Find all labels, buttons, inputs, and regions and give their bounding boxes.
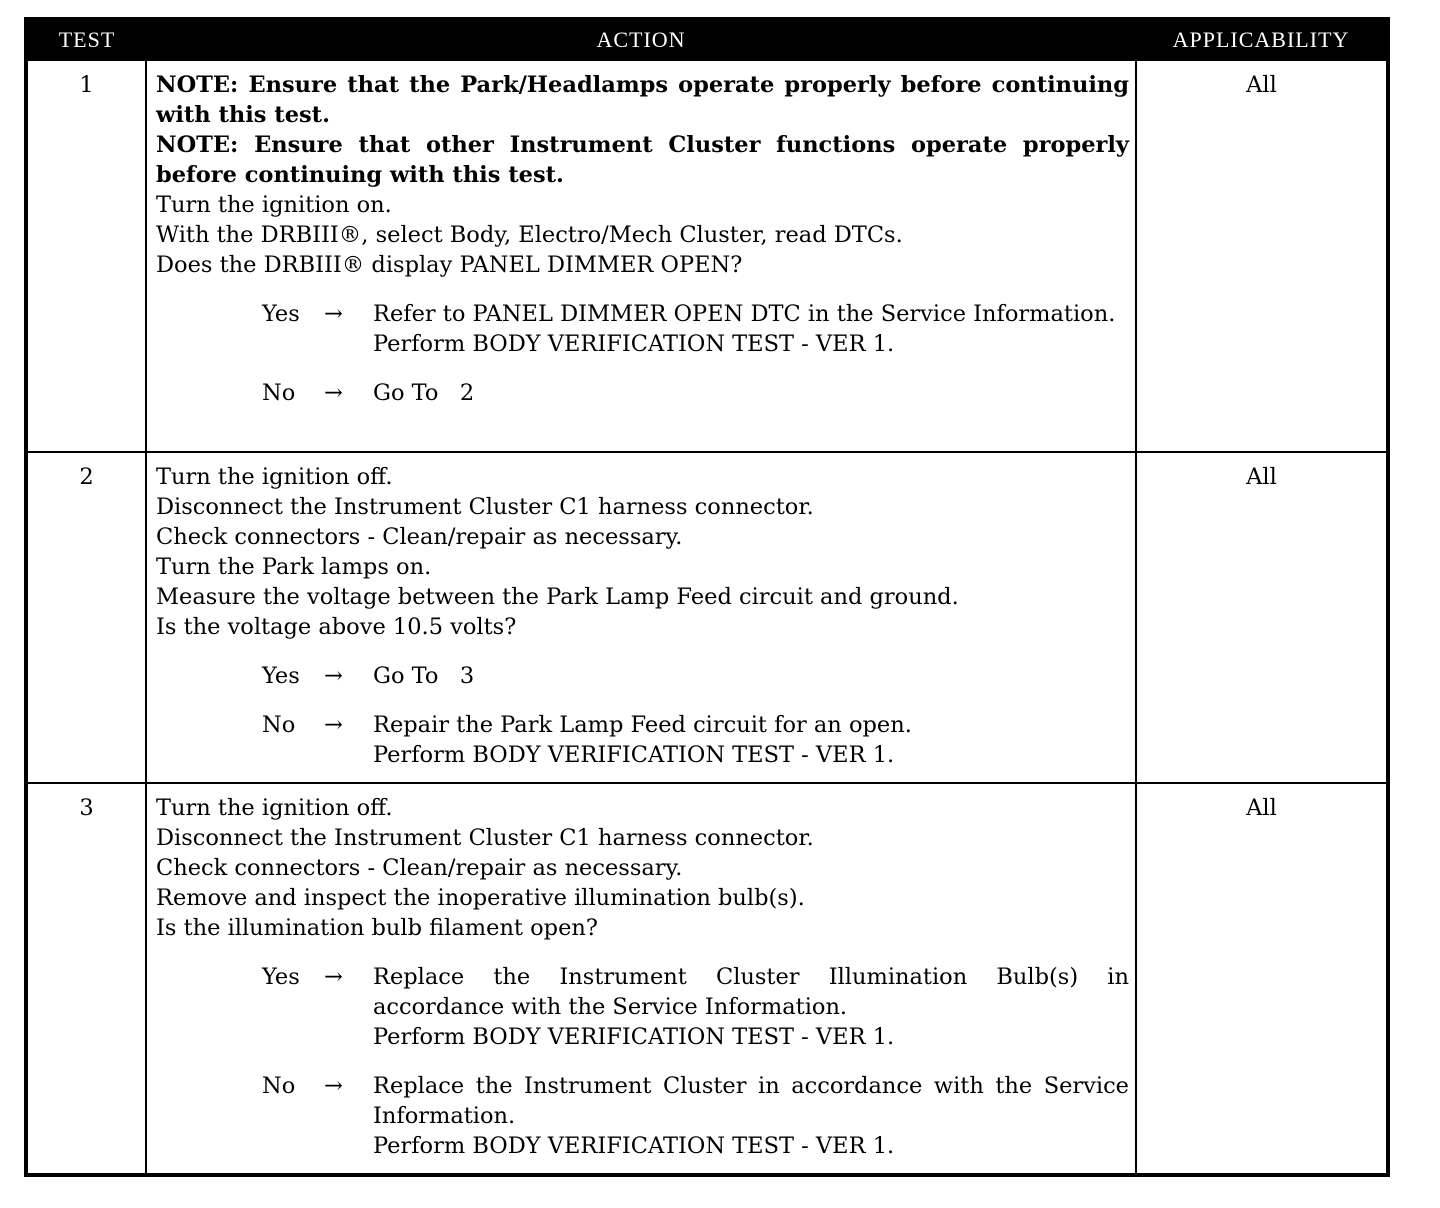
answer-label: No: [262, 380, 296, 406]
result-text: Replace the Instrument Cluster in accordance with the Service Information.: [373, 1073, 1129, 1129]
answer-label: Yes: [262, 301, 300, 327]
response-yes: [156, 299, 1129, 359]
step-text: Is the voltage above 10.5 volts?: [156, 614, 517, 640]
diagnostic-test-table: [24, 17, 1390, 1177]
applicability-value: All: [1136, 452, 1388, 783]
step-text: Remove and inspect the inoperative illumination bulb(s).: [156, 885, 805, 911]
answer-label: No: [262, 1073, 296, 1099]
result-text: Replace the Instrument Cluster Illumination Bulb(s) in accordance with the Service Information.: [373, 964, 1129, 1020]
step-text: Disconnect the Instrument Cluster C1 harness connector.: [156, 494, 814, 520]
step-text: Disconnect the Instrument Cluster C1 harness connector.: [156, 825, 814, 851]
response-no: [156, 710, 1129, 770]
arrow-icon: →: [324, 964, 343, 990]
applicability-value: All: [1136, 60, 1388, 452]
action-cell: [146, 60, 1136, 452]
response-result: [373, 661, 1129, 691]
header-applicability: APPLICABILITY: [1136, 19, 1388, 60]
arrow-icon: →: [324, 663, 343, 689]
arrow-icon: →: [324, 301, 343, 327]
step-text: Check connectors - Clean/repair as necessary.: [156, 855, 683, 881]
test-number: 3: [26, 783, 146, 1175]
header-test: TEST: [26, 19, 146, 60]
test-number: 1: [26, 60, 146, 452]
step-text: Does the DRBIII® display PANEL DIMMER OPEN?: [156, 252, 743, 278]
arrow-icon: →: [324, 1073, 343, 1099]
step-text: Turn the ignition on.: [156, 192, 392, 218]
step-text: Turn the ignition off.: [156, 464, 393, 490]
table-row: [26, 783, 1388, 1175]
step-text: Turn the Park lamps on.: [156, 554, 432, 580]
answer-label: Yes: [262, 663, 300, 689]
note-text: NOTE: Ensure that other Instrument Cluster functions operate properly before continuing with this test.: [156, 132, 1129, 188]
step-text: Is the illumination bulb filament open?: [156, 915, 598, 941]
step-text: With the DRBIII®, select Body, Electro/Mech Cluster, read DTCs.: [156, 222, 903, 248]
result-text: Repair the Park Lamp Feed circuit for an open.: [373, 712, 912, 738]
applicability-value: All: [1136, 783, 1388, 1175]
response-result: [373, 378, 1129, 408]
response-no: [156, 378, 1129, 408]
arrow-icon: →: [324, 712, 343, 738]
result-text: Go To 3: [373, 663, 475, 689]
step-text: Measure the voltage between the Park Lamp Feed circuit and ground.: [156, 584, 959, 610]
response-no: [156, 1071, 1129, 1161]
response-result: [373, 962, 1129, 1052]
response-result: [373, 710, 1129, 770]
table-row: [26, 60, 1388, 452]
header-action: ACTION: [146, 19, 1136, 60]
response-result: [373, 299, 1129, 359]
action-cell: [146, 452, 1136, 783]
result-text: Perform BODY VERIFICATION TEST - VER 1.: [373, 1133, 895, 1159]
table-row: [26, 452, 1388, 783]
answer-label: No: [262, 712, 296, 738]
note-text: NOTE: Ensure that the Park/Headlamps operate properly before continuing with this test.: [156, 72, 1129, 128]
result-text: Perform BODY VERIFICATION TEST - VER 1.: [373, 742, 895, 768]
table-header-row: [26, 19, 1388, 60]
answer-label: Yes: [262, 964, 300, 990]
result-text: Perform BODY VERIFICATION TEST - VER 1.: [373, 1024, 895, 1050]
result-text: Go To 2: [373, 380, 475, 406]
response-yes: [156, 661, 1129, 691]
response-result: [373, 1071, 1129, 1161]
step-text: Turn the ignition off.: [156, 795, 393, 821]
response-yes: [156, 962, 1129, 1052]
step-text: Check connectors - Clean/repair as necessary.: [156, 524, 683, 550]
result-text: Refer to PANEL DIMMER OPEN DTC in the Service Information.: [373, 301, 1116, 327]
test-number: 2: [26, 452, 146, 783]
action-cell: [146, 783, 1136, 1175]
result-text: Perform BODY VERIFICATION TEST - VER 1.: [373, 331, 895, 357]
arrow-icon: →: [324, 380, 343, 406]
